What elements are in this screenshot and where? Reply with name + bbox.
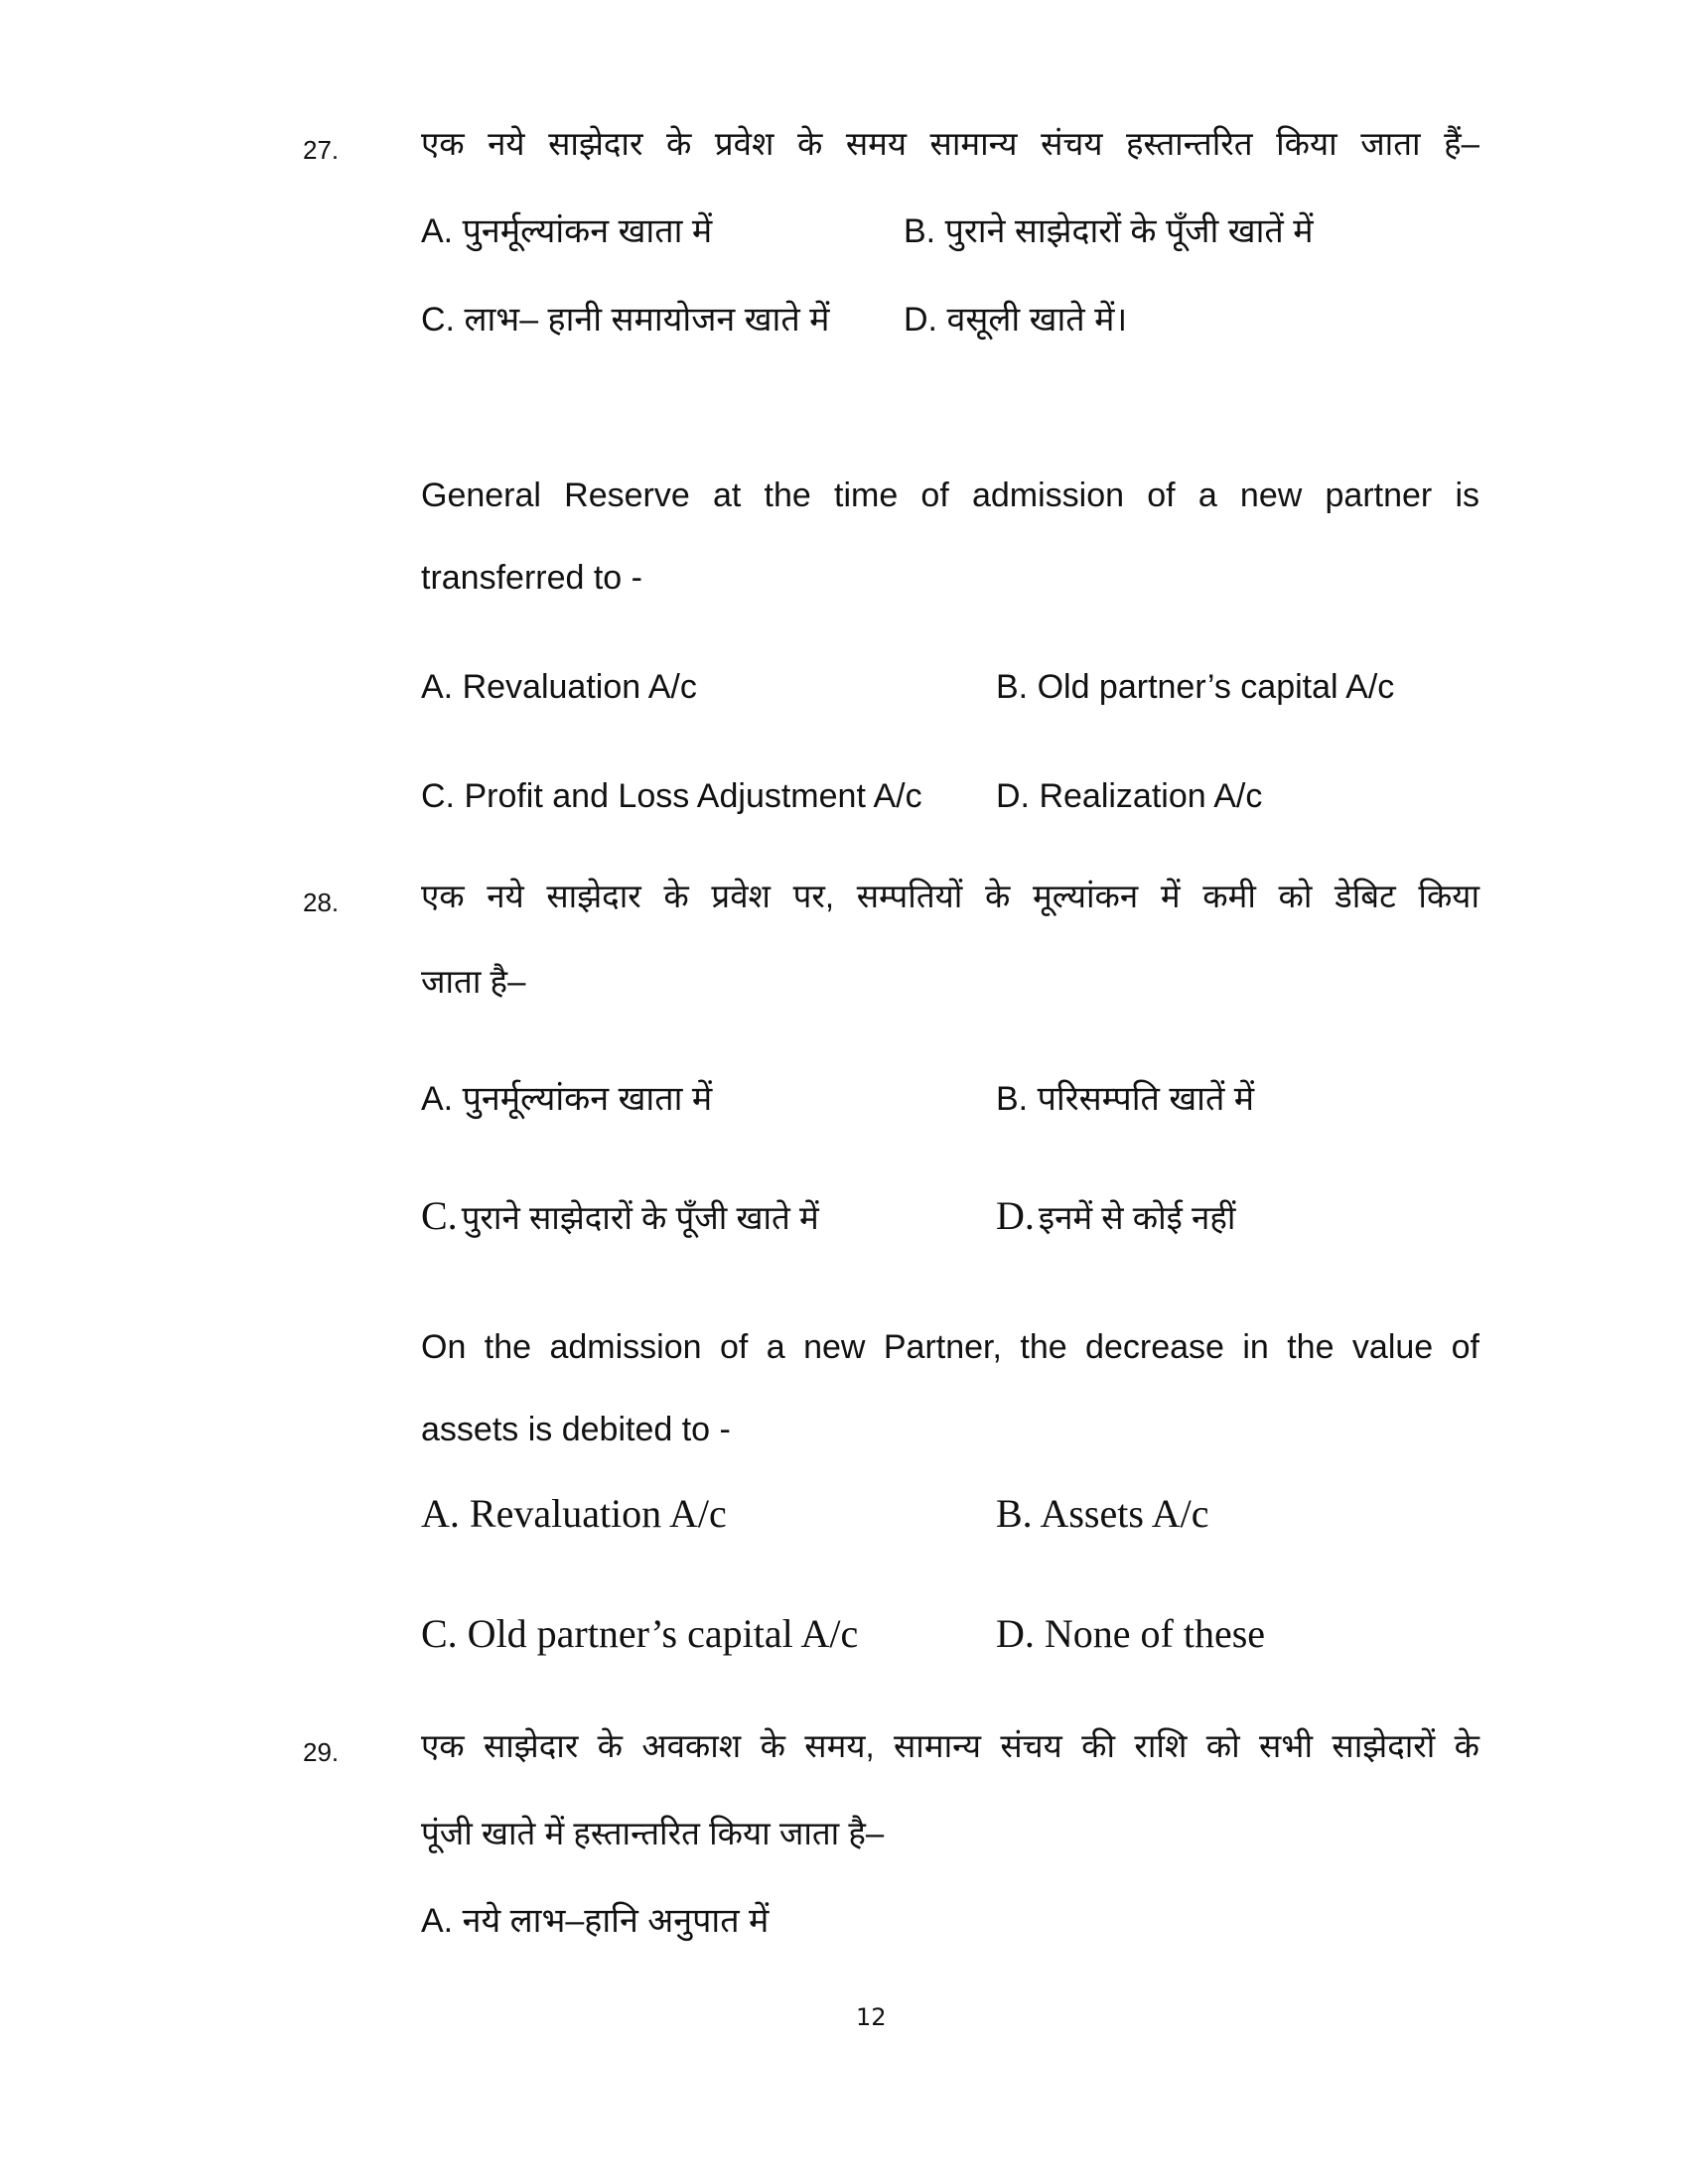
- option-letter: D.: [996, 1193, 1035, 1238]
- question-text-english: On the admission of a new Partner, the decrease in the value of: [421, 1328, 1479, 1366]
- question-text-english-cont: transferred to -: [421, 559, 642, 597]
- question-number: 27.: [303, 135, 340, 165]
- option-d-hindi: D. वसूली खाते में।: [904, 301, 1128, 339]
- option-text: इनमें से कोई नहीं: [1038, 1199, 1236, 1236]
- option-a-english: A. Revaluation A/c: [421, 1491, 727, 1536]
- option-letter: C.: [421, 1193, 458, 1238]
- question-text-english: General Reserve at the time of admission of a new partner is: [421, 477, 1479, 514]
- option-d-hindi: [996, 1193, 1236, 1238]
- option-b-english: B. Assets A/c: [996, 1491, 1209, 1536]
- option-c-english: C. Profit and Loss Adjustment A/c: [421, 777, 922, 815]
- option-a-hindi: A. पुनर्मूल्यांकन खाता में: [421, 212, 713, 250]
- page-number: 12: [856, 2003, 887, 2031]
- question-number: 29.: [303, 1737, 340, 1767]
- option-b-hindi: B. परिसम्पति खातें में: [996, 1080, 1255, 1118]
- question-text-hindi: एक नये साझेदार के प्रवेश के समय सामान्य संचय हस्तान्तरित किया जाता हैं–: [421, 125, 1479, 162]
- option-d-english: D. None of these: [996, 1611, 1266, 1656]
- question-text-hindi-cont: जाता है–: [421, 963, 526, 1000]
- option-a-hindi: A. पुनर्मूल्यांकन खाता में: [421, 1080, 713, 1118]
- question-text-hindi: एक नये साझेदार के प्रवेश पर, सम्पतियों के मूल्यांकन में कमी को डेबिट किया: [421, 878, 1479, 914]
- option-text: पुराने साझेदारों के पूँजी खाते में: [461, 1199, 819, 1236]
- question-text-hindi-cont: पूंजी खाते में हस्तान्तरित किया जाता है–: [421, 1815, 885, 1851]
- option-b-hindi: B. पुराने साझेदारों के पूँजी खातें में: [904, 212, 1314, 250]
- option-c-hindi: C. लाभ– हानी समायोजन खाते में: [421, 301, 830, 339]
- question-text-hindi: एक साझेदार के अवकाश के समय, सामान्य संचय की राशि को सभी साझेदारों के: [421, 1727, 1479, 1764]
- option-b-english: B. Old partner’s capital A/c: [996, 668, 1395, 706]
- question-number: 28.: [303, 887, 340, 917]
- question-text-english-cont: assets is debited to -: [421, 1411, 731, 1448]
- option-d-english: D. Realization A/c: [996, 777, 1263, 815]
- option-c-english: C. Old partner’s capital A/c: [421, 1611, 859, 1656]
- option-a-english: A. Revaluation A/c: [421, 668, 697, 706]
- option-a-hindi: A. नये लाभ–हानि अनुपात में: [421, 1902, 770, 1940]
- option-c-hindi: [421, 1193, 819, 1238]
